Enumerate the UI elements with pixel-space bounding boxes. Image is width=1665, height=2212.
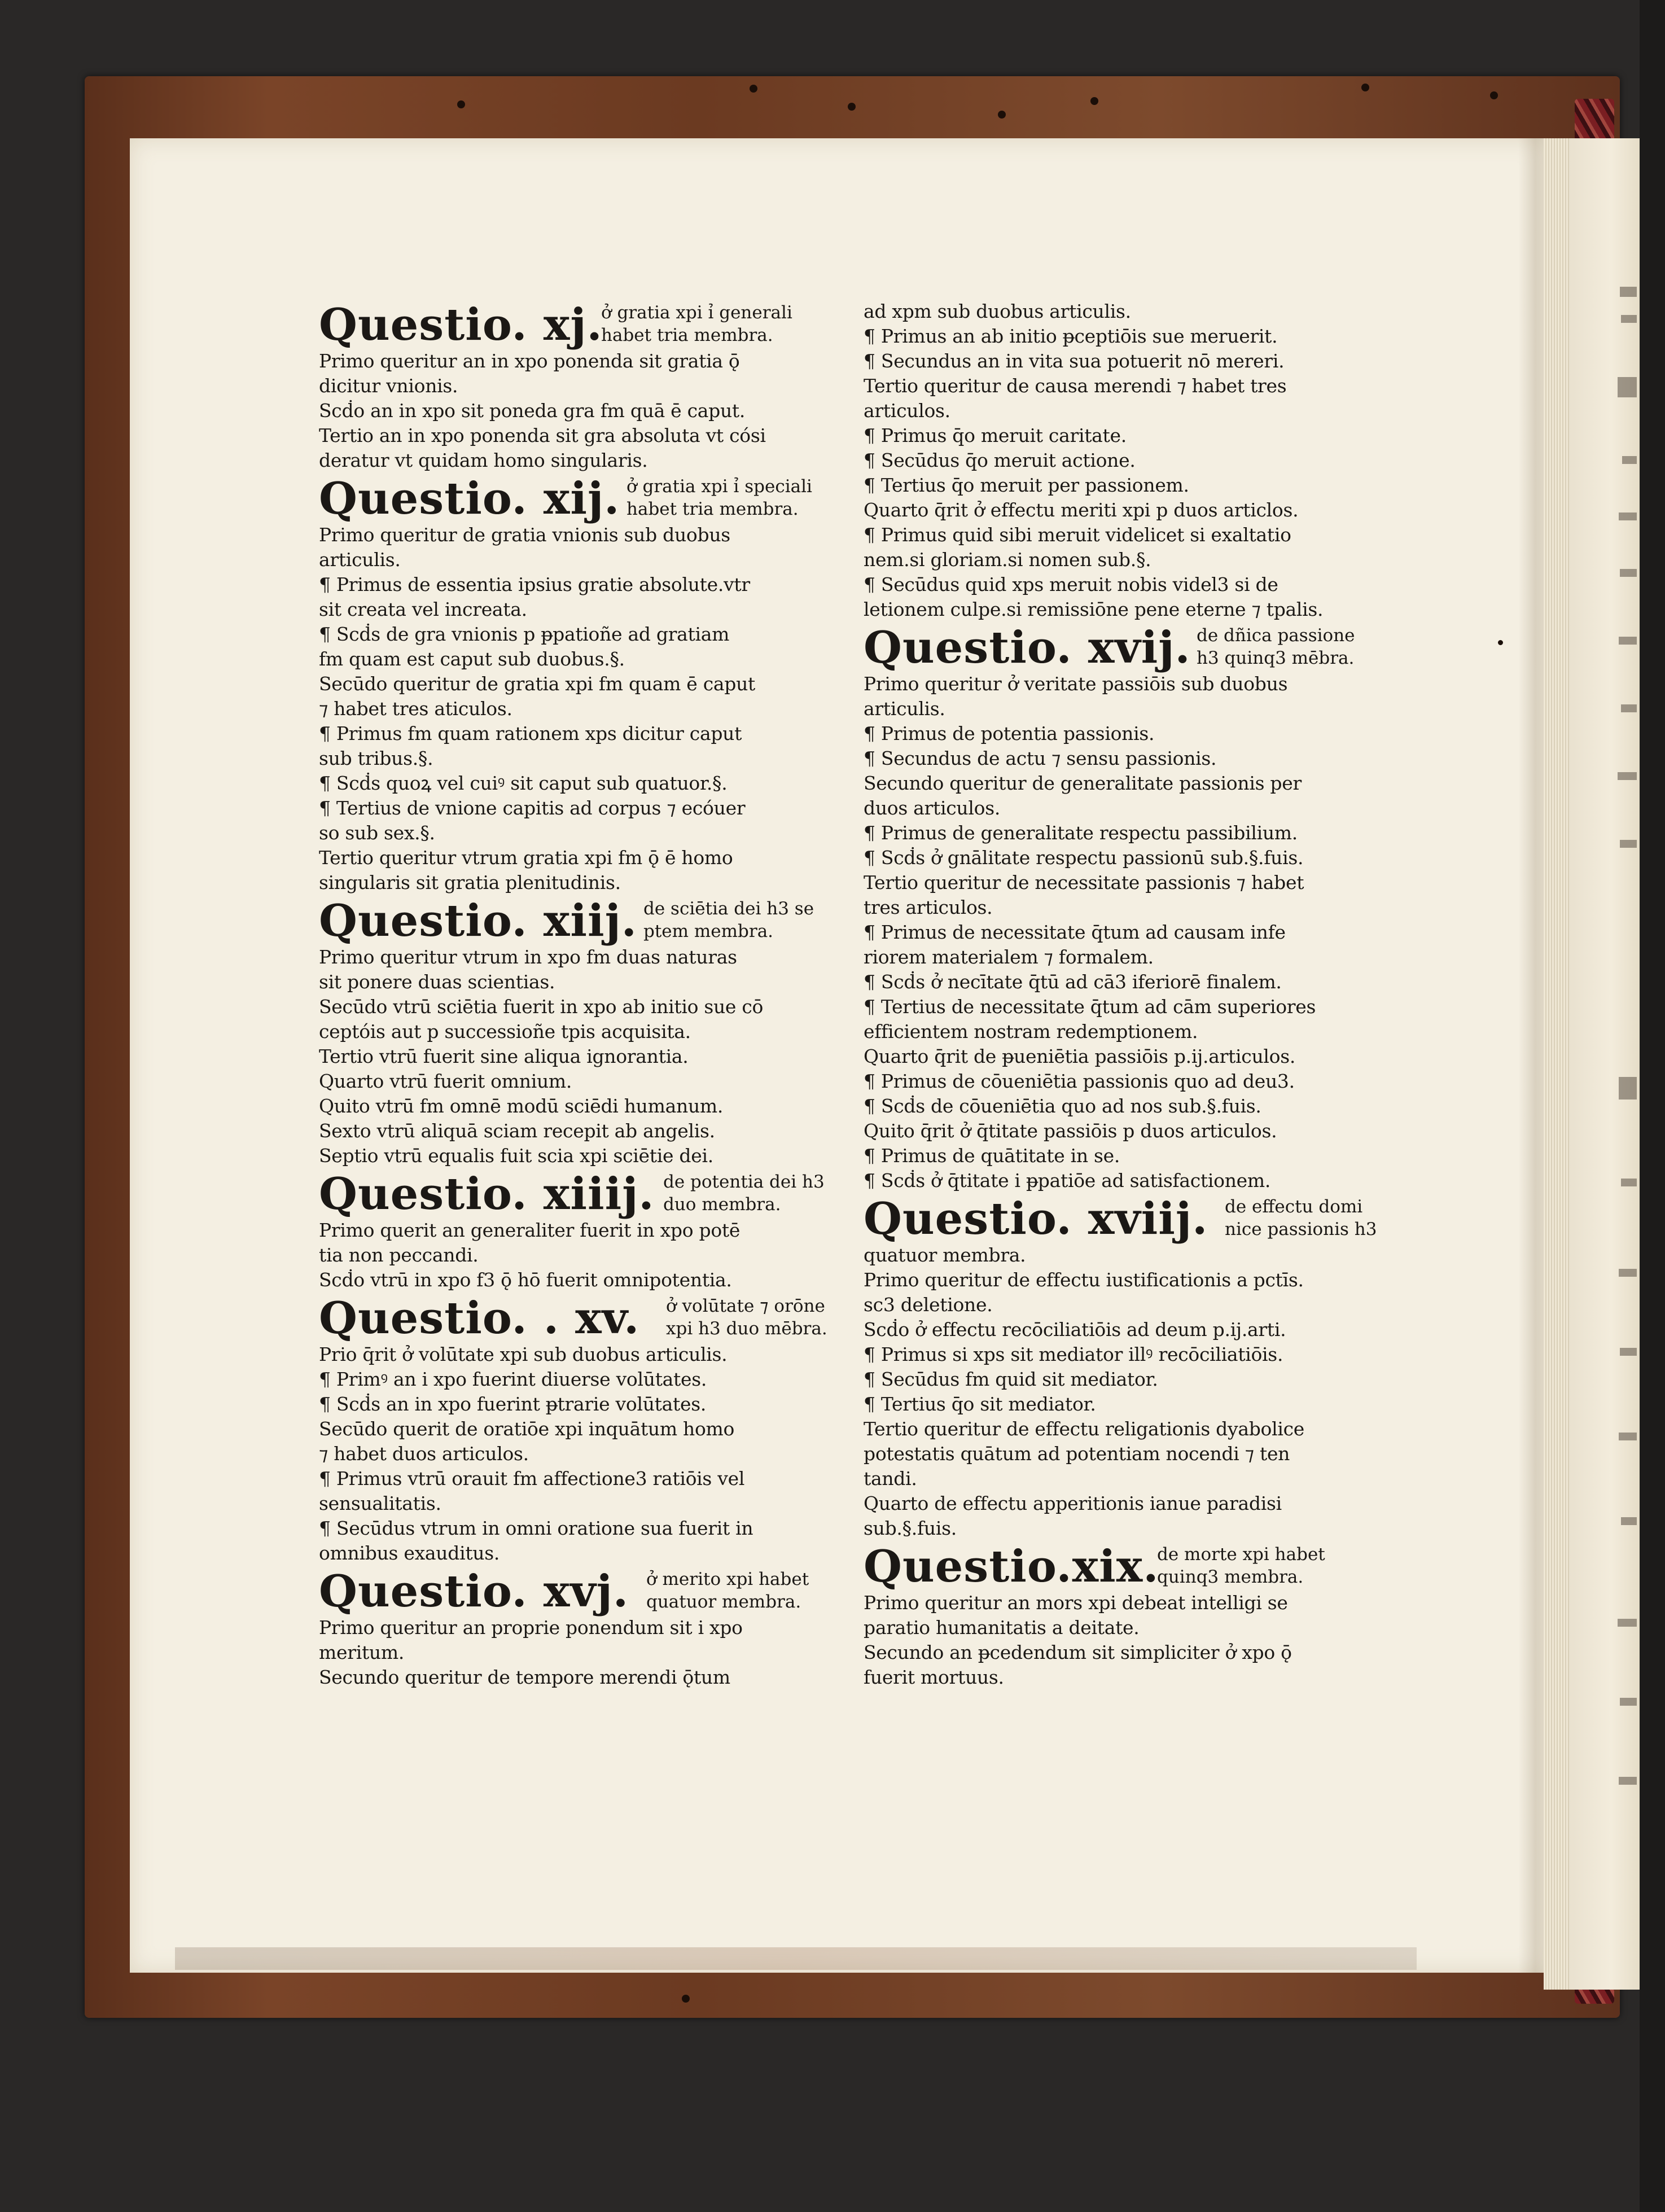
text-line: ¶ Primus quid sibi meruit videlicet si exaltatio bbox=[864, 524, 1291, 546]
question-note: duo membra. bbox=[663, 1194, 781, 1215]
text-line: ceptóis aut p successioñe tpis acquisita. bbox=[319, 1020, 691, 1043]
text-line: so sub sex.§. bbox=[319, 822, 435, 844]
question-heading bbox=[319, 1168, 830, 1218]
text-line: Primo queritur an proprie ponendum sit i xpo bbox=[319, 1617, 743, 1639]
text-line: Tertio vtrū fuerit sine aliqua ignorantia. bbox=[319, 1045, 689, 1067]
question-title: Questio. . xv. bbox=[319, 1293, 640, 1344]
text-line: Septio vtrū equalis fuit scia xpi sciētie dei. bbox=[319, 1145, 713, 1167]
text-line: ¶ Secūdus quid xps meruit nobis videl3 si de bbox=[864, 573, 1278, 595]
wormhole bbox=[1490, 91, 1498, 99]
question-note: de dñica passione bbox=[1197, 625, 1355, 646]
text-line: meritum. bbox=[319, 1641, 405, 1663]
text-line: Primo querit an generaliter fuerit in xpo potē bbox=[319, 1219, 741, 1241]
text-line: Quarto q̄rit ở effectu meriti xpi p duos articlos. bbox=[864, 499, 1299, 521]
text-line: ¶ Primus de potentia passionis. bbox=[864, 722, 1155, 744]
question-title: Questio. xj. bbox=[319, 299, 603, 351]
text-line: Quarto vtrū fuerit omnium. bbox=[319, 1070, 572, 1092]
question-note: xpi h3 duo mēbra. bbox=[666, 1319, 827, 1339]
text-line: sit creata vel increata. bbox=[319, 598, 527, 620]
text-line: Tertio queritur vtrum gratia xpi fm ǭ ē homo bbox=[319, 847, 733, 869]
text-line: ¶ Tertius q̄o sit mediator. bbox=[864, 1393, 1096, 1415]
text-line: Secūdo querit de oratiōe xpi inquātum homo bbox=[319, 1418, 735, 1440]
page-speck bbox=[1498, 640, 1503, 645]
text-line: ¶ Primus si xps sit mediator illꝰ recōciliatiōis. bbox=[864, 1343, 1283, 1365]
text-line: ¶ Secundus de actu ⁊ sensu passionis. bbox=[864, 747, 1217, 769]
text-line: Primo queritur ở veritate passiōis sub duobus bbox=[864, 673, 1288, 695]
text-line: ¶ Primus an ab initio ᵽceptiōis sue meruerit. bbox=[864, 325, 1278, 347]
text-line: Tertio queritur de effectu religationis dyabolice bbox=[864, 1418, 1305, 1440]
text-line: ¶ Primus de cōueniētia passionis quo ad deu3. bbox=[864, 1070, 1295, 1092]
question-note: ở gratia xpi ỉ speciali bbox=[626, 476, 812, 497]
text-line: Secundo queritur de tempore merendi ǭtum bbox=[319, 1666, 730, 1688]
question-note: de morte xpi habet bbox=[1157, 1544, 1325, 1565]
question-note: nice passionis h3 bbox=[1225, 1219, 1377, 1239]
text-line: ¶ Scḋs de gra vnionis p ᵽpatioñe ad gratiam bbox=[319, 623, 730, 645]
wormhole bbox=[457, 100, 465, 108]
text-line: Secūdo queritur de gratia xpi fm quam ē caput bbox=[319, 673, 755, 695]
text-line: ad xpm sub duobus articulis. bbox=[864, 300, 1131, 322]
question-note: h3 quinq3 mēbra. bbox=[1197, 648, 1355, 668]
question-heading bbox=[319, 299, 830, 349]
text-line: singularis sit gratia plenitudinis. bbox=[319, 871, 621, 893]
dark-background-strip bbox=[1640, 0, 1665, 2212]
question-heading bbox=[319, 1293, 830, 1342]
text-line: ⁊ habet tres aticulos. bbox=[319, 698, 512, 720]
text-line: articulis. bbox=[319, 549, 401, 571]
text-line: Secundo an ᵽcedendum sit simpliciter ở xpo ǭ bbox=[864, 1641, 1292, 1663]
question-heading bbox=[864, 1541, 1386, 1591]
text-line: Scḋo vtrū in xpo f3 ǭ hō fuerit omnipotentia. bbox=[319, 1269, 732, 1291]
text-line: ¶ Tertius de vnione capitis ad corpus ⁊ ecóuer bbox=[319, 797, 746, 819]
question-note: ptem membra. bbox=[643, 921, 774, 941]
question-note: de potentia dei h3 bbox=[663, 1172, 825, 1192]
text-line: ¶ Secūdus q̄o meruit actione. bbox=[864, 449, 1136, 471]
question-heading bbox=[864, 622, 1386, 672]
text-line: ¶ Secundus an in vita sua potuerit nō mereri. bbox=[864, 350, 1285, 372]
text-line: tandi. bbox=[864, 1468, 917, 1490]
text-line: Scḋo an in xpo sit poneda gra fm quā ē caput. bbox=[319, 400, 746, 422]
text-line: tia non peccandi. bbox=[319, 1244, 479, 1266]
wormhole bbox=[848, 103, 856, 111]
wormhole bbox=[750, 85, 757, 93]
page-edges bbox=[1544, 138, 1569, 1990]
question-note: de effectu domi bbox=[1225, 1197, 1363, 1217]
text-line: ¶ Primus fm quam rationem xps dicitur caput bbox=[319, 722, 742, 744]
text-line: Tertio queritur de necessitate passionis ⁊ habet bbox=[864, 871, 1304, 893]
text-line: ¶ Primꝰ an i xpo fuerint diuerse volūtates. bbox=[319, 1368, 707, 1390]
question-note: ở volūtate ⁊ orōne bbox=[666, 1296, 825, 1316]
text-line: Tertio queritur de causa merendi ⁊ habet tres bbox=[864, 375, 1287, 397]
text-line: Scḋo ở effectu recōciliatiōis ad deum p.ij.arti. bbox=[864, 1319, 1286, 1341]
text-line: ¶ Tertius q̄o meruit per passionem. bbox=[864, 474, 1189, 496]
question-note: de sciētia dei h3 se bbox=[643, 899, 814, 919]
text-line: ¶ Primus vtrū orauit fm affectione3 ratiōis vel bbox=[319, 1468, 745, 1490]
text-line: ¶ Secūdus fm quid sit mediator. bbox=[864, 1368, 1158, 1390]
text-line: quatuor membra. bbox=[864, 1244, 1026, 1266]
text-line: ¶ Primus q̄o meruit caritate. bbox=[864, 424, 1127, 446]
text-line: sensualitatis. bbox=[319, 1492, 441, 1514]
text-line: Secundo queritur de generalitate passionis per bbox=[864, 772, 1302, 794]
text-line: deratur vt quidam homo singularis. bbox=[319, 449, 648, 471]
lower-edge-stain bbox=[175, 1947, 1417, 1970]
question-heading bbox=[319, 473, 830, 523]
question-title: Questio. xiij. bbox=[319, 895, 637, 947]
text-line: sub tribus.§. bbox=[319, 747, 433, 769]
question-heading bbox=[864, 1193, 1386, 1243]
text-line: sit ponere duas scientias. bbox=[319, 971, 555, 993]
text-line: sub.§.fuis. bbox=[864, 1517, 957, 1539]
text-line: Primo queritur an in xpo ponenda sit gratia ǭ bbox=[319, 350, 740, 372]
text-line: ¶ Scḋs quoꝝ vel cuiꝰ sit caput sub quatuor.§. bbox=[319, 772, 728, 794]
question-note: ở gratia xpi ỉ generali bbox=[601, 303, 792, 323]
text-line: ¶ Primus de essentia ipsius gratie absolute.vtr bbox=[319, 573, 750, 595]
question-title: Questio. xviij. bbox=[864, 1193, 1208, 1245]
text-line: ¶ Scḋs an in xpo fuerint ᵽtrarie volūtates. bbox=[319, 1393, 707, 1415]
question-note: quinq3 membra. bbox=[1157, 1567, 1304, 1587]
question-note: quatuor membra. bbox=[646, 1592, 801, 1612]
text-line: Quito q̄rit ở q̄titate passiōis p duos articulos. bbox=[864, 1120, 1277, 1142]
text-line: Prio q̄rit ở volūtate xpi sub duobus articulis. bbox=[319, 1343, 728, 1365]
text-line: ¶ Tertius de necessitate q̄tum ad cām superiores bbox=[864, 996, 1316, 1018]
text-line: riorem materialem ⁊ formalem. bbox=[864, 946, 1154, 968]
text-line: ¶ Scḋs ở q̄titate i ᵽpatiōe ad satisfactionem. bbox=[864, 1169, 1271, 1192]
facing-page-text bbox=[1603, 243, 1637, 1823]
question-title: Questio. xij. bbox=[319, 473, 620, 524]
text-line: ¶ Primus de necessitate q̄tum ad causam infe bbox=[864, 921, 1286, 943]
text-line: ¶ Primus de quātitate in se. bbox=[864, 1145, 1120, 1167]
text-line: Primo queritur an mors xpi debeat intelligi se bbox=[864, 1592, 1288, 1614]
right-text-column bbox=[864, 299, 1386, 1690]
text-line: ¶ Scḋs ở necītate q̄tū ad cā3 iferiorē finalem. bbox=[864, 971, 1282, 993]
wormhole bbox=[1361, 84, 1369, 91]
text-line: fuerit mortuus. bbox=[864, 1666, 1004, 1688]
facing-page-text-marks bbox=[1615, 275, 1637, 1823]
question-heading bbox=[319, 1566, 830, 1615]
text-line: ¶ Scḋs de cōueniētia quo ad nos sub.§.fuis. bbox=[864, 1095, 1261, 1117]
text-line: potestatis quātum ad potentiam nocendi ⁊ ten bbox=[864, 1443, 1290, 1465]
text-line: tres articulos. bbox=[864, 896, 993, 918]
text-line: omnibus exauditus. bbox=[319, 1542, 500, 1564]
text-line: sc3 deletione. bbox=[864, 1294, 993, 1316]
text-line: ¶ Scḋs ở gnālitate respectu passionū sub.§.fuis. bbox=[864, 847, 1304, 869]
text-line: Primo queritur de effectu iustificationis a pctīs. bbox=[864, 1269, 1304, 1291]
question-heading bbox=[319, 895, 830, 945]
text-line: duos articulos. bbox=[864, 797, 1001, 819]
wormhole bbox=[682, 1995, 690, 2003]
wormhole bbox=[1090, 97, 1098, 105]
text-line: Sexto vtrū aliquā sciam recepit ab angelis. bbox=[319, 1120, 715, 1142]
text-line: Quarto de effectu apperitionis ianue paradisi bbox=[864, 1492, 1282, 1514]
wormhole bbox=[998, 111, 1006, 119]
text-line: ¶ Primus de generalitate respectu passibilium. bbox=[864, 822, 1298, 844]
text-line: paratio humanitatis a deitate. bbox=[864, 1617, 1140, 1639]
question-title: Questio.xix. bbox=[864, 1541, 1159, 1592]
text-line: articulos. bbox=[864, 400, 950, 422]
text-line: Tertio an in xpo ponenda sit gra absoluta vt cósi bbox=[319, 424, 766, 446]
question-title: Questio. xvij. bbox=[864, 622, 1191, 673]
text-line: letionem culpe.si remissiōne pene eterne ⁊ tpalis. bbox=[864, 598, 1324, 620]
text-line: Quarto q̄rit de ᵽueniētia passiōis p.ij.articulos. bbox=[864, 1045, 1296, 1067]
question-note: ở merito xpi habet bbox=[646, 1569, 809, 1589]
text-line: Secūdo vtrū sciētia fuerit in xpo ab initio sue cō bbox=[319, 996, 764, 1018]
text-line: nem.si gloriam.si nomen sub.§. bbox=[864, 549, 1151, 571]
text-line: dicitur vnionis. bbox=[319, 375, 458, 397]
question-title: Questio. xvj. bbox=[319, 1566, 629, 1617]
question-note: habet tria membra. bbox=[601, 325, 773, 345]
text-line: Primo queritur de gratia vnionis sub duobus bbox=[319, 524, 730, 546]
text-line: ¶ Secūdus vtrum in omni oratione sua fuerit in bbox=[319, 1517, 753, 1539]
text-line: efficientem nostram redemptionem. bbox=[864, 1020, 1198, 1043]
text-line: ⁊ habet duos articulos. bbox=[319, 1443, 529, 1465]
question-note: habet tria membra. bbox=[626, 499, 799, 519]
text-line: fm quam est caput sub duobus.§. bbox=[319, 648, 625, 670]
text-line: articulis. bbox=[864, 698, 945, 720]
question-title: Questio. xiiij. bbox=[319, 1168, 655, 1220]
left-text-column bbox=[319, 299, 830, 1690]
text-line: Quito vtrū fm omnē modū sciēdi humanum. bbox=[319, 1095, 724, 1117]
text-line: Primo queritur vtrum in xpo fm duas naturas bbox=[319, 946, 737, 968]
